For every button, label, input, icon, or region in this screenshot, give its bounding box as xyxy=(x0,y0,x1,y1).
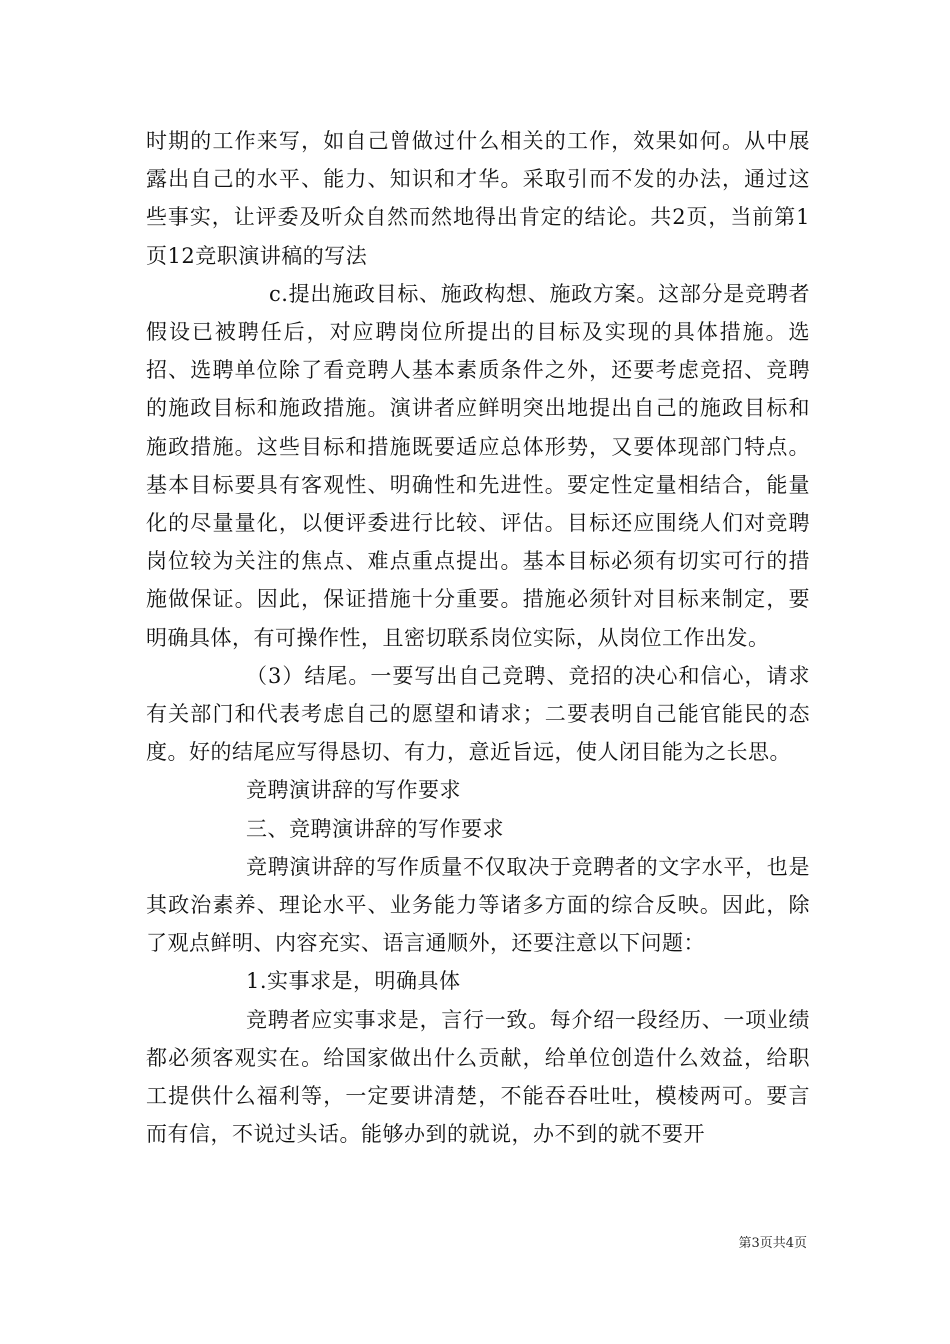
subheading-writing-requirements: 竞聘演讲辞的写作要求 xyxy=(246,778,461,803)
page-number-footer: 第3页共4页 xyxy=(738,1236,807,1251)
item-heading-1: 1.实事求是，明确具体 xyxy=(246,969,461,994)
document-body xyxy=(146,122,810,1153)
paragraph-c-policy-goals: c.提出施政目标、施政构想、施政方案。这部分是竞聘者假设已被聘任后，对应聘岗位所提出的目标及实现的具体措施。选招、选聘单位除了看竞聘人基本素质条件之外，还要考虑竞招、竞聘的施政目标和施政措施。演讲者应鲜明突出地提出自己的施政目标和施政措施。这些目标和措施既要适应总体形势，又要体现部门特点。基本目标要具有客观性、明确性和先进性。要定性定量相结合，能量化的尽量量化，以便评委进行比较、评估。目标还应围绕人们对竞聘岗位较为关注的焦点、难点重点提出。基本目标必须有切实可行的措施做保证。因此，保证措施十分重要。措施必须针对目标来制定，要明确具体，有可操作性，且密切联系岗位实际，从岗位工作出发。 xyxy=(146,281,810,650)
paragraph-practical: 竞聘者应实事求是，言行一致。每介绍一段经历、一项业绩都必须客观实在。给国家做出什么贡献，给单位创造什么效益，给职工提供什么福利等，一定要讲清楚，不能吞吞吐吐，模棱两可。要言而有信，不说过头话。能够办到的就说，办不到的就不要开 xyxy=(146,1007,810,1147)
section-heading-three: 三、竞聘演讲辞的写作要求 xyxy=(246,816,504,841)
paragraph-continuation: 时期的工作来写，如自己曾做过什么相关的工作，效果如何。从中展露出自己的水平、能力、知识和才华。采取引而不发的办法，通过这些事实，让评委及听众自然而然地得出肯定的结论。共2页，当前第1页12竞职演讲稿的写法 xyxy=(146,129,810,268)
paragraph-quality: 竞聘演讲辞的写作质量不仅取决于竞聘者的文字水平，也是其政治素养、理论水平、业务能力等诸多方面的综合反映。因此，除了观点鲜明、内容充实、语言通顺外，还要注意以下问题： xyxy=(146,854,810,956)
paragraph-3-ending: （3）结尾。一要写出自己竞聘、竞招的决心和信心，请求有关部门和代表考虑自己的愿望和请求；二要表明自己能官能民的态度。好的结尾应写得恳切、有力，意近旨远，使人闭目能为之长思。 xyxy=(146,663,810,765)
